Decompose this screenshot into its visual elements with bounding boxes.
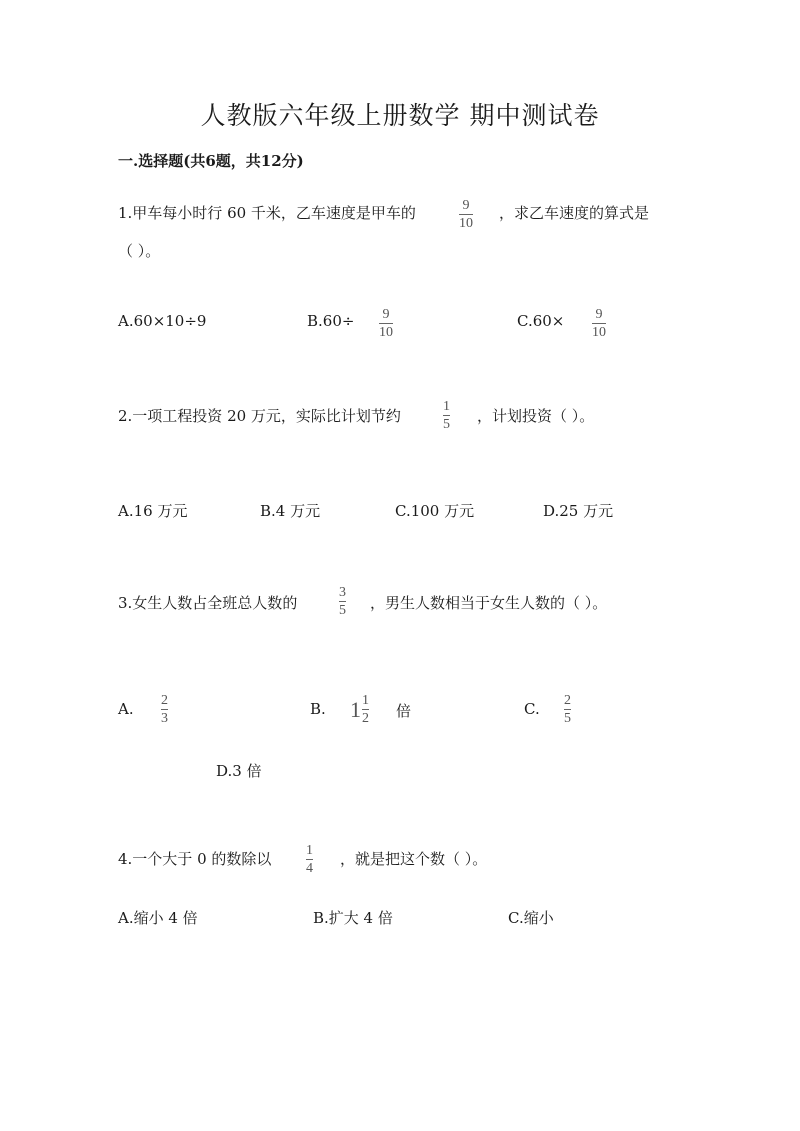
q3-option-c[interactable]: C. xyxy=(524,700,540,718)
q3-fraction xyxy=(339,585,346,618)
q4-text-start: 4.一个大于 0 的数除以 xyxy=(118,850,272,868)
q1-option-c-fraction xyxy=(592,307,606,340)
q1-option-a[interactable]: A.60×10÷9 xyxy=(118,312,207,330)
fraction-bar xyxy=(362,709,369,710)
fraction-bar xyxy=(306,859,313,860)
q1-option-c[interactable]: C.60× xyxy=(517,312,565,330)
q1-answer-blank: （ ）。 xyxy=(118,242,161,260)
q4-fraction-denominator: 4 xyxy=(306,861,313,876)
q3-option-c-fraction xyxy=(564,693,571,726)
fraction-bar xyxy=(443,415,450,416)
q3-option-c-numerator: 2 xyxy=(564,693,571,708)
q3-option-c-denominator: 5 xyxy=(564,711,571,726)
q3-option-b[interactable]: B. xyxy=(310,700,326,718)
q3-fraction-numerator: 3 xyxy=(339,585,346,600)
q4-option-c[interactable]: C.缩小 xyxy=(508,909,554,927)
q1-option-b-denominator: 10 xyxy=(379,325,393,340)
fraction-bar xyxy=(379,323,393,324)
q2-option-c[interactable]: C.100 万元 xyxy=(395,502,475,520)
q1-option-c-denominator: 10 xyxy=(592,325,606,340)
q2-option-b[interactable]: B.4 万元 xyxy=(260,502,321,520)
q3-option-b-numerator: 1 xyxy=(362,693,369,708)
q3-text-end: ，男生人数相当于女生人数的（ ）。 xyxy=(370,594,608,612)
q1-text-start: 1.甲车每小时行 60 千米，乙车速度是甲车的 xyxy=(118,204,416,222)
q2-fraction xyxy=(443,399,450,432)
q3-option-a[interactable]: A. xyxy=(118,700,134,718)
q2-text-end: ，计划投资（ ）。 xyxy=(477,407,595,425)
q4-text-end: ，就是把这个数（ ）。 xyxy=(340,850,488,868)
fraction-bar xyxy=(459,214,473,215)
q1-text-end: ，求乙车速度的算式是 xyxy=(499,204,650,222)
q1-fraction-numerator: 9 xyxy=(462,198,470,213)
q3-option-b-denominator: 2 xyxy=(362,711,369,726)
q4-option-a[interactable]: A.缩小 4 倍 xyxy=(118,909,198,927)
q1-option-b-numerator: 9 xyxy=(382,307,390,322)
page-title: 人教版六年级上册数学 期中测试卷 xyxy=(200,101,600,130)
q3-option-a-numerator: 2 xyxy=(161,693,168,708)
q3-option-b-whole: 1 xyxy=(350,696,361,722)
fraction-bar xyxy=(161,709,168,710)
q2-fraction-denominator: 5 xyxy=(443,417,450,432)
q4-fraction xyxy=(306,843,313,876)
q3-option-b-suffix: 倍 xyxy=(396,702,412,720)
q3-option-d[interactable]: D.3 倍 xyxy=(216,762,262,780)
q4-fraction-numerator: 1 xyxy=(306,843,313,858)
q3-option-b-mixed-number xyxy=(350,693,369,726)
q1-option-c-numerator: 9 xyxy=(595,307,603,322)
q2-text-start: 2.一项工程投资 20 万元，实际比计划节约 xyxy=(118,407,401,425)
section-heading: 一.选择题(共6题，共12分) xyxy=(118,152,304,170)
q2-option-d[interactable]: D.25 万元 xyxy=(543,502,614,520)
q3-option-a-fraction xyxy=(161,693,168,726)
q2-fraction-numerator: 1 xyxy=(443,399,450,414)
fraction-bar xyxy=(339,601,346,602)
q1-fraction-denominator: 10 xyxy=(459,216,473,231)
fraction-bar xyxy=(592,323,606,324)
q3-option-a-denominator: 3 xyxy=(161,711,168,726)
q2-option-a[interactable]: A.16 万元 xyxy=(118,502,188,520)
q1-option-b[interactable]: B.60÷ xyxy=(307,312,355,330)
q1-option-b-fraction xyxy=(379,307,393,340)
fraction-bar xyxy=(564,709,571,710)
q3-text-start: 3.女生人数占全班总人数的 xyxy=(118,594,298,612)
q4-option-b[interactable]: B.扩大 4 倍 xyxy=(313,909,393,927)
q3-fraction-denominator: 5 xyxy=(339,603,346,618)
q3-option-b-fraction xyxy=(362,693,369,726)
q1-fraction xyxy=(459,198,473,231)
